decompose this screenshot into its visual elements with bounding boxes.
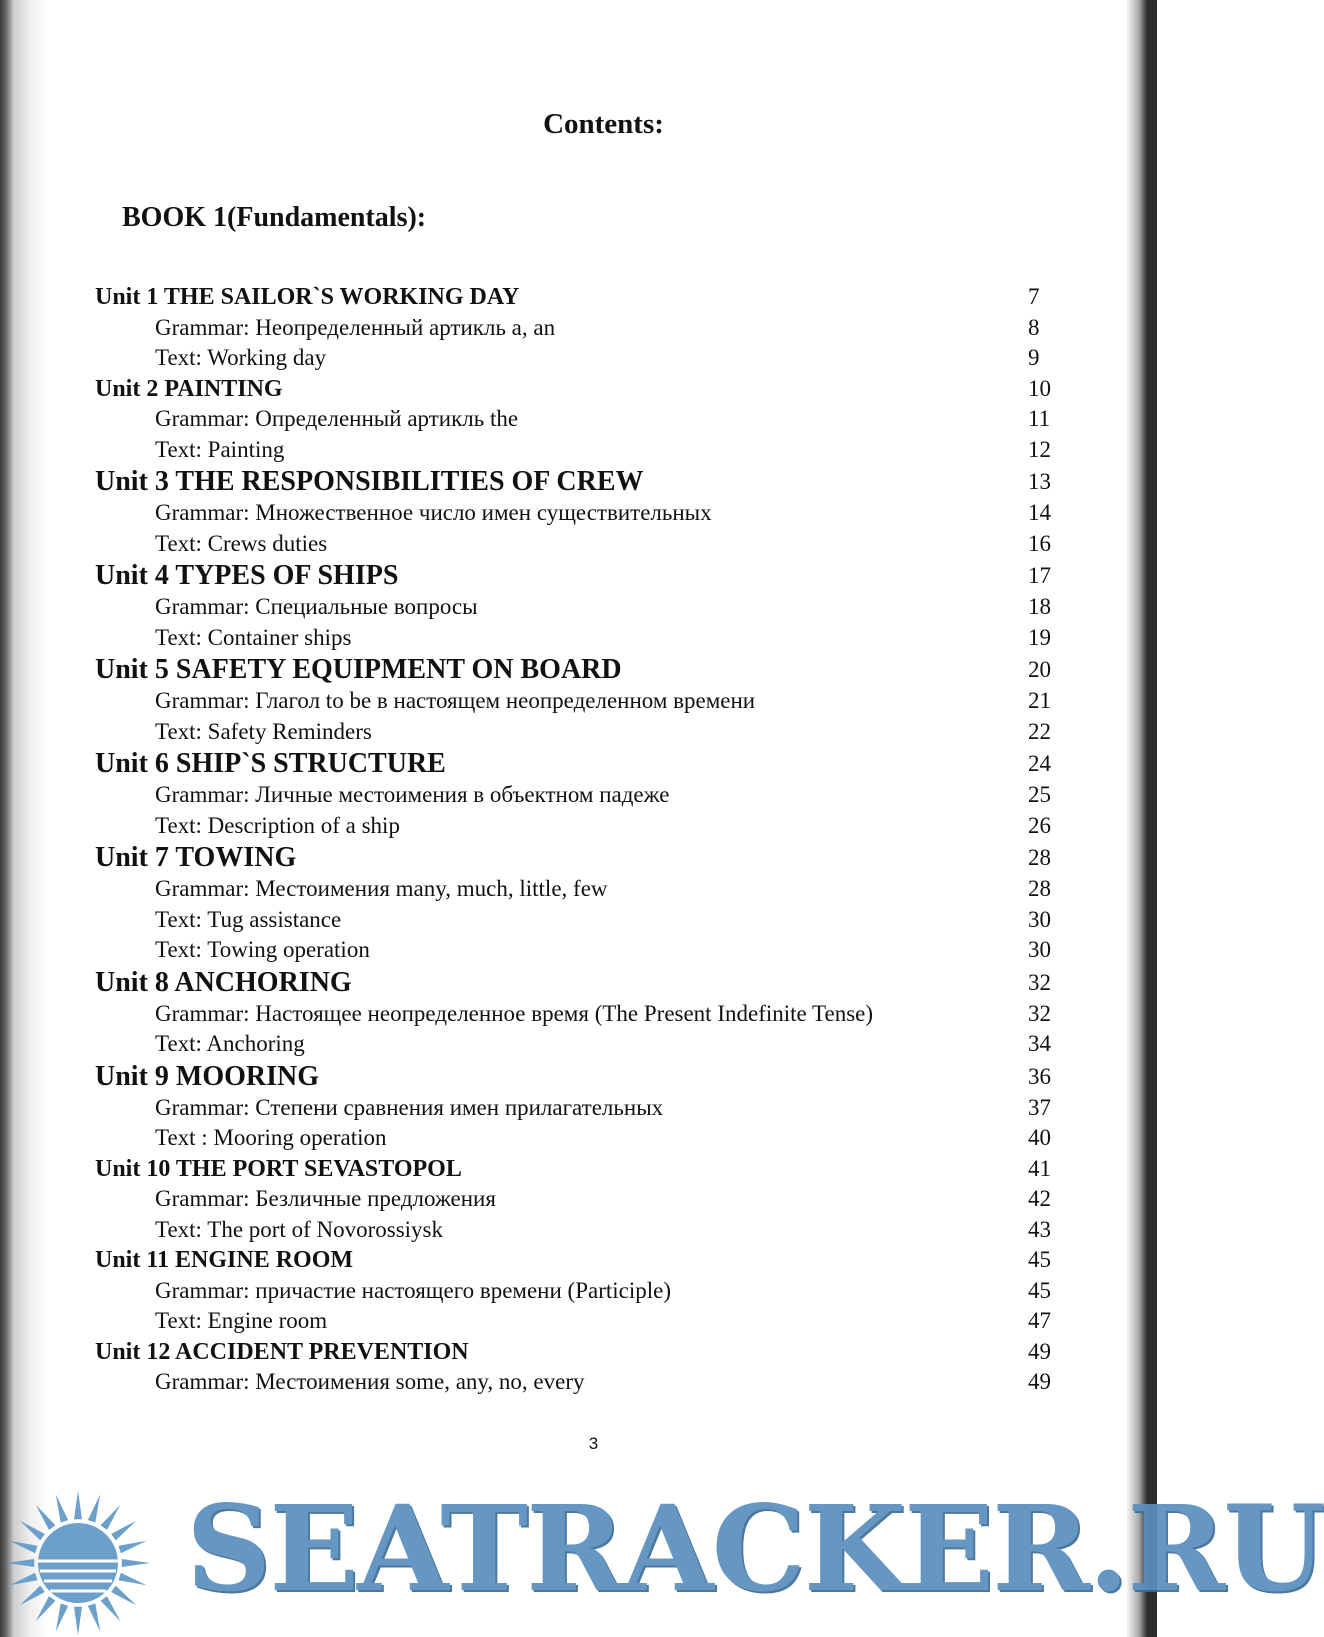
toc-page-number: 7 xyxy=(1028,284,1040,309)
toc-subentry xyxy=(95,1215,1055,1246)
toc-page-number: 11 xyxy=(1028,406,1051,431)
page-number: 3 xyxy=(588,1434,599,1453)
toc-entry-label: Text: Towing operation xyxy=(155,937,370,962)
toc-entry-label: Grammar: Личные местоимения в объектном падеже xyxy=(155,782,670,807)
toc-entry-label: Text: Safety Reminders xyxy=(155,718,372,744)
toc-entry-label: Unit 12 ACCIDENT PREVENTION xyxy=(95,1338,469,1365)
toc-page-number: 26 xyxy=(1028,812,1051,838)
toc-entry-label: Unit 6 SHIP`S STRUCTURE xyxy=(95,748,446,779)
toc-unit-heading xyxy=(95,465,1055,498)
toc-page-number: 34 xyxy=(1028,1031,1051,1056)
toc-page-number: 10 xyxy=(1028,375,1051,401)
toc-subentry xyxy=(95,529,1055,560)
toc-page-number: 20 xyxy=(1028,657,1051,682)
toc-page-number: 45 xyxy=(1028,1277,1051,1303)
toc-subentry xyxy=(95,1123,1055,1154)
toc-page-number: 28 xyxy=(1028,845,1051,870)
toc-entry-label: Text: Painting xyxy=(155,436,285,462)
toc-entry-label: Text: Working day xyxy=(155,345,327,370)
toc-entry-label: Grammar: Неопределенный артикль a, an xyxy=(155,314,556,340)
toc-subentry xyxy=(95,498,1055,529)
toc-page-number: 30 xyxy=(1028,937,1051,962)
toc-subentry xyxy=(95,780,1055,811)
toc-entry-label: Unit 8 ANCHORING xyxy=(95,966,352,998)
toc-entry-label: Unit 9 MOORING xyxy=(95,1060,319,1092)
toc-unit-heading xyxy=(95,559,1055,592)
book-heading: BOOK 1(Fundamentals): xyxy=(122,202,427,233)
toc-subentry xyxy=(95,343,1055,374)
toc-page-number: 47 xyxy=(1028,1308,1051,1333)
toc-page-number: 43 xyxy=(1028,1216,1051,1242)
toc-page-number: 32 xyxy=(1028,969,1051,995)
toc-entry-label: Grammar: Глагол to be в настоящем неопределенном времени xyxy=(155,688,756,713)
toc-subentry xyxy=(95,313,1055,344)
toc-page-number: 13 xyxy=(1028,469,1051,494)
toc-page-number: 40 xyxy=(1028,1125,1051,1150)
toc-page-number: 41 xyxy=(1028,1155,1051,1181)
toc-page-number: 9 xyxy=(1028,345,1040,370)
toc-unit-heading xyxy=(95,966,1055,999)
contents-title: Contents: xyxy=(543,108,664,140)
toc-unit-heading xyxy=(95,747,1055,780)
toc-page-number: 25 xyxy=(1028,782,1051,807)
toc-page-number: 22 xyxy=(1028,718,1051,744)
toc-page-number: 45 xyxy=(1028,1247,1051,1272)
watermark-text: SEATRACKER.RU xyxy=(186,1479,1324,1618)
toc-page-number: 42 xyxy=(1028,1186,1051,1211)
toc-subentry xyxy=(95,1093,1055,1124)
toc-subentry xyxy=(95,717,1055,748)
toc-subentry xyxy=(95,935,1055,966)
toc-subentry xyxy=(95,999,1055,1030)
toc-entry-label: Unit 3 THE RESPONSIBILITIES OF CREW xyxy=(95,466,644,497)
toc-page-number: 49 xyxy=(1028,1338,1051,1364)
toc-unit-heading xyxy=(95,1154,1055,1185)
toc-page-number: 19 xyxy=(1028,624,1051,650)
toc-entry-label: Text: Description of a ship xyxy=(155,812,400,838)
toc-entry-label: Text: Anchoring xyxy=(155,1031,305,1056)
toc-subentry xyxy=(95,435,1055,466)
toc-unit-heading xyxy=(95,1245,1055,1276)
toc-subentry xyxy=(95,623,1055,654)
toc-unit-heading xyxy=(95,282,1055,313)
toc-unit-heading xyxy=(95,841,1055,874)
toc-page-number: 32 xyxy=(1028,1000,1051,1026)
toc-subentry xyxy=(95,592,1055,623)
toc-subentry xyxy=(95,905,1055,936)
table-of-contents xyxy=(95,282,1055,1398)
toc-entry-label: Grammar: Местоимения some, any, no, every xyxy=(155,1369,585,1394)
toc-page-number: 21 xyxy=(1028,688,1051,713)
toc-entry-label: Unit 1 THE SAILOR`S WORKING DAY xyxy=(95,284,520,310)
toc-subentry xyxy=(95,874,1055,905)
watermark xyxy=(0,1475,1324,1637)
toc-entry-label: Text: The port of Novorossiysk xyxy=(155,1216,443,1242)
toc-entry-label: Unit 4 TYPES OF SHIPS xyxy=(95,560,399,591)
toc-entry-label: Text: Tug assistance xyxy=(155,906,342,932)
toc-subentry xyxy=(95,1184,1055,1215)
toc-page-number: 14 xyxy=(1028,500,1051,525)
toc-unit-heading xyxy=(95,374,1055,405)
toc-entry-label: Grammar: Степени сравнения имен прилагательных xyxy=(155,1094,664,1120)
toc-page-number: 49 xyxy=(1028,1369,1051,1394)
toc-entry-label: Text: Crews duties xyxy=(155,530,328,556)
toc-page-number: 12 xyxy=(1028,436,1051,462)
toc-subentry xyxy=(95,1276,1055,1307)
toc-entry-label: Grammar: причастие настоящего времени (Participle) xyxy=(155,1277,671,1303)
toc-page-number: 36 xyxy=(1028,1063,1051,1089)
toc-unit-heading xyxy=(95,1060,1055,1093)
toc-entry-label: Grammar: Специальные вопросы xyxy=(155,594,478,619)
toc-entry-label: Unit 5 SAFETY EQUIPMENT ON BOARD xyxy=(95,654,622,685)
toc-entry-label: Grammar: Местоимения many, much, little, few xyxy=(155,876,608,901)
toc-entry-label: Grammar: Множественное число имен существительных xyxy=(155,500,712,525)
page-binding-shadow-left xyxy=(0,0,48,1637)
toc-entry-label: Unit 11 ENGINE ROOM xyxy=(95,1247,354,1273)
toc-subentry xyxy=(95,686,1055,717)
toc-subentry xyxy=(95,1367,1055,1398)
toc-page-number: 18 xyxy=(1028,594,1051,619)
toc-page-number: 28 xyxy=(1028,876,1051,901)
page-binding-shadow-right xyxy=(1127,0,1157,1637)
toc-entry-label: Text: Engine room xyxy=(155,1308,328,1333)
toc-page-number: 8 xyxy=(1028,314,1040,340)
toc-subentry xyxy=(95,1306,1055,1337)
toc-unit-heading xyxy=(95,1337,1055,1368)
toc-entry-label: Text: Container ships xyxy=(155,624,352,650)
sun-logo-icon xyxy=(0,1475,190,1637)
toc-entry-label: Text : Mooring operation xyxy=(155,1125,387,1150)
toc-page-number: 37 xyxy=(1028,1094,1051,1120)
toc-page-number: 30 xyxy=(1028,906,1051,932)
toc-entry-label: Grammar: Настоящее неопределенное время (The Present Indefinite Tense) xyxy=(155,1000,874,1026)
toc-entry-label: Unit 7 TOWING xyxy=(95,842,297,873)
toc-subentry xyxy=(95,404,1055,435)
toc-page-number: 24 xyxy=(1028,751,1051,776)
toc-entry-label: Grammar: Безличные предложения xyxy=(155,1186,496,1211)
toc-subentry xyxy=(95,1029,1055,1060)
toc-subentry xyxy=(95,811,1055,842)
toc-entry-label: Unit 2 PAINTING xyxy=(95,375,283,402)
toc-entry-label: Unit 10 THE PORT SEVASTOPOL xyxy=(95,1155,462,1182)
toc-entry-label: Grammar: Определенный артикль the xyxy=(155,406,519,431)
toc-unit-heading xyxy=(95,653,1055,686)
toc-page-number: 16 xyxy=(1028,530,1051,556)
toc-page-number: 17 xyxy=(1028,563,1051,588)
